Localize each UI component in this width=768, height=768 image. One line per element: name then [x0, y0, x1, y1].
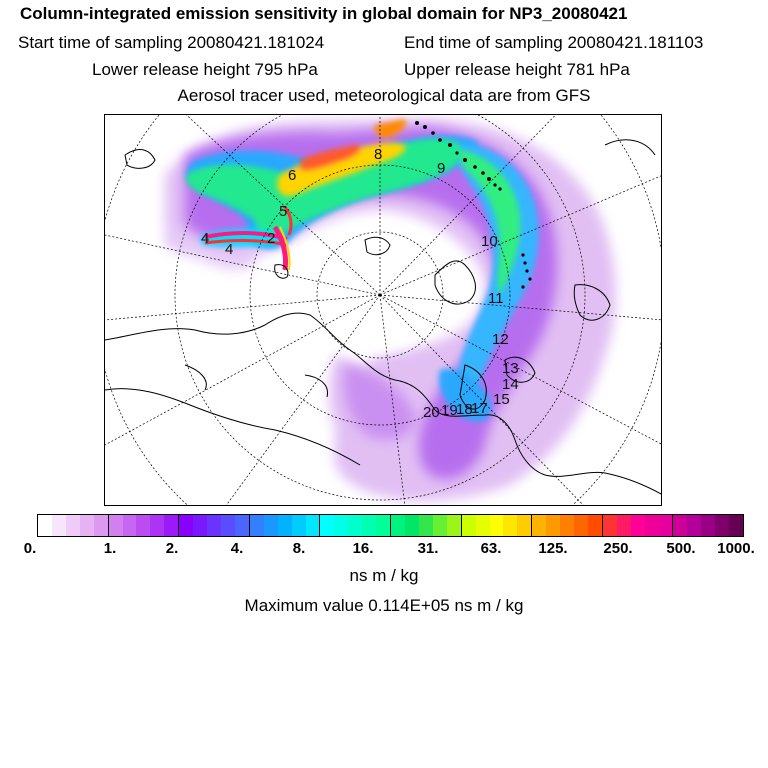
colorbar-segment: [462, 515, 476, 536]
tracer-note: Aerosol tracer used, meteorological data are from GFS: [177, 86, 591, 105]
map-canvas: [105, 115, 662, 506]
track-label-10: 10: [481, 233, 498, 250]
track-label-18: 18: [456, 401, 473, 418]
colorbar-segment: [150, 515, 164, 536]
colorbar-segment: [574, 515, 588, 536]
track-label-9: 9: [437, 160, 446, 177]
track-label-15: 15: [493, 391, 510, 408]
color-scale-bar: [37, 514, 744, 537]
colorbar-segment: [517, 515, 532, 536]
colorbar-units: ns m / kg: [349, 566, 419, 585]
colorbar-tick-0: 0.: [23, 540, 37, 557]
colorbar-segment: [603, 515, 617, 536]
track-label-17: 17: [471, 400, 488, 417]
track-label-12: 12: [492, 331, 509, 348]
colorbar-tick-63: 63.: [480, 540, 502, 557]
colorbar-segment: [391, 515, 405, 536]
track-label-11: 11: [488, 290, 504, 307]
colorbar-segment: [376, 515, 391, 536]
colorbar-segment: [405, 515, 419, 536]
colorbar-segment: [476, 515, 490, 536]
colorbar-segment: [235, 515, 250, 536]
colorbar-segment: [546, 515, 560, 536]
colorbar-segment: [94, 515, 109, 536]
plot-title: Column-integrated emission sensitivity in global domain for NP3_20080421: [20, 4, 628, 23]
colorbar-segment: [701, 515, 715, 536]
colorbar-segment: [673, 515, 687, 536]
track-label-13: 13: [502, 360, 519, 377]
colorbar-segment: [645, 515, 659, 536]
colorbar-segment: [207, 515, 221, 536]
colorbar-segment: [588, 515, 603, 536]
track-label-4: 4: [201, 230, 210, 247]
track-label-2: 2: [267, 230, 276, 247]
colorbar-segment: [631, 515, 645, 536]
track-label-20: 20: [423, 404, 440, 421]
polar-low-region: [305, 240, 445, 350]
colorbar-segment: [715, 515, 729, 536]
colorbar-tick-500: 500.: [666, 540, 696, 557]
colorbar-segment: [362, 515, 376, 536]
colorbar-segment: [179, 515, 193, 536]
upper-release-height-label: Upper release height 781 hPa: [404, 60, 630, 79]
colorbar-tick-4: 4.: [230, 540, 244, 557]
colorbar-segment: [38, 515, 52, 536]
colorbar-segment: [560, 515, 574, 536]
end-time-label: End time of sampling 20080421.181103: [404, 33, 704, 52]
colorbar-segment: [80, 515, 94, 536]
colorbar-segment: [659, 515, 674, 536]
track-label-14: 14: [502, 376, 519, 393]
colorbar-segment: [419, 515, 433, 536]
colorbar-segment: [532, 515, 546, 536]
colorbar-segment: [348, 515, 362, 536]
lower-release-height-label: Lower release height 795 hPa: [92, 60, 318, 79]
colorbar-segment: [52, 515, 66, 536]
colorbar-segment: [433, 515, 447, 536]
track-label-19: 19: [441, 402, 458, 419]
track-label-8: 8: [374, 146, 383, 163]
colorbar-segment: [617, 515, 631, 536]
colorbar-segment: [164, 515, 179, 536]
colorbar-tick-1000: 1000.: [717, 540, 755, 557]
colorbar-segment: [334, 515, 348, 536]
colorbar-segment: [221, 515, 235, 536]
colorbar-segment: [687, 515, 701, 536]
colorbar-segment: [503, 515, 517, 536]
colorbar-segment: [66, 515, 80, 536]
maximum-value-label: Maximum value 0.114E+05 ns m / kg: [244, 596, 524, 615]
colorbar-segment: [447, 515, 462, 536]
colorbar-segment: [490, 515, 504, 536]
colorbar-segment: [292, 515, 306, 536]
start-time-label: Start time of sampling 20080421.181024: [18, 33, 325, 52]
colorbar-tick-16: 16.: [352, 540, 374, 557]
colorbar-segment: [729, 515, 743, 536]
colorbar-tick-2: 2.: [165, 540, 179, 557]
colorbar-segment: [278, 515, 292, 536]
colorbar-tick-1: 1.: [103, 540, 117, 557]
colorbar-segment: [306, 515, 321, 536]
colorbar-segment: [320, 515, 334, 536]
colorbar-segment: [264, 515, 278, 536]
colorbar-tick-31: 31.: [417, 540, 439, 557]
track-label-5: 5: [279, 203, 288, 220]
colorbar-segment: [109, 515, 123, 536]
colorbar-segment: [136, 515, 150, 536]
track-label-4b: 4: [225, 241, 234, 258]
colorbar-segment: [193, 515, 207, 536]
emission-sensitivity-map: [104, 114, 662, 506]
colorbar-tick-125: 125.: [538, 540, 568, 557]
track-label-6: 6: [288, 167, 297, 184]
colorbar-tick-8: 8.: [292, 540, 306, 557]
colorbar-segment: [123, 515, 137, 536]
colorbar-segment: [250, 515, 264, 536]
colorbar-tick-250: 250.: [603, 540, 633, 557]
